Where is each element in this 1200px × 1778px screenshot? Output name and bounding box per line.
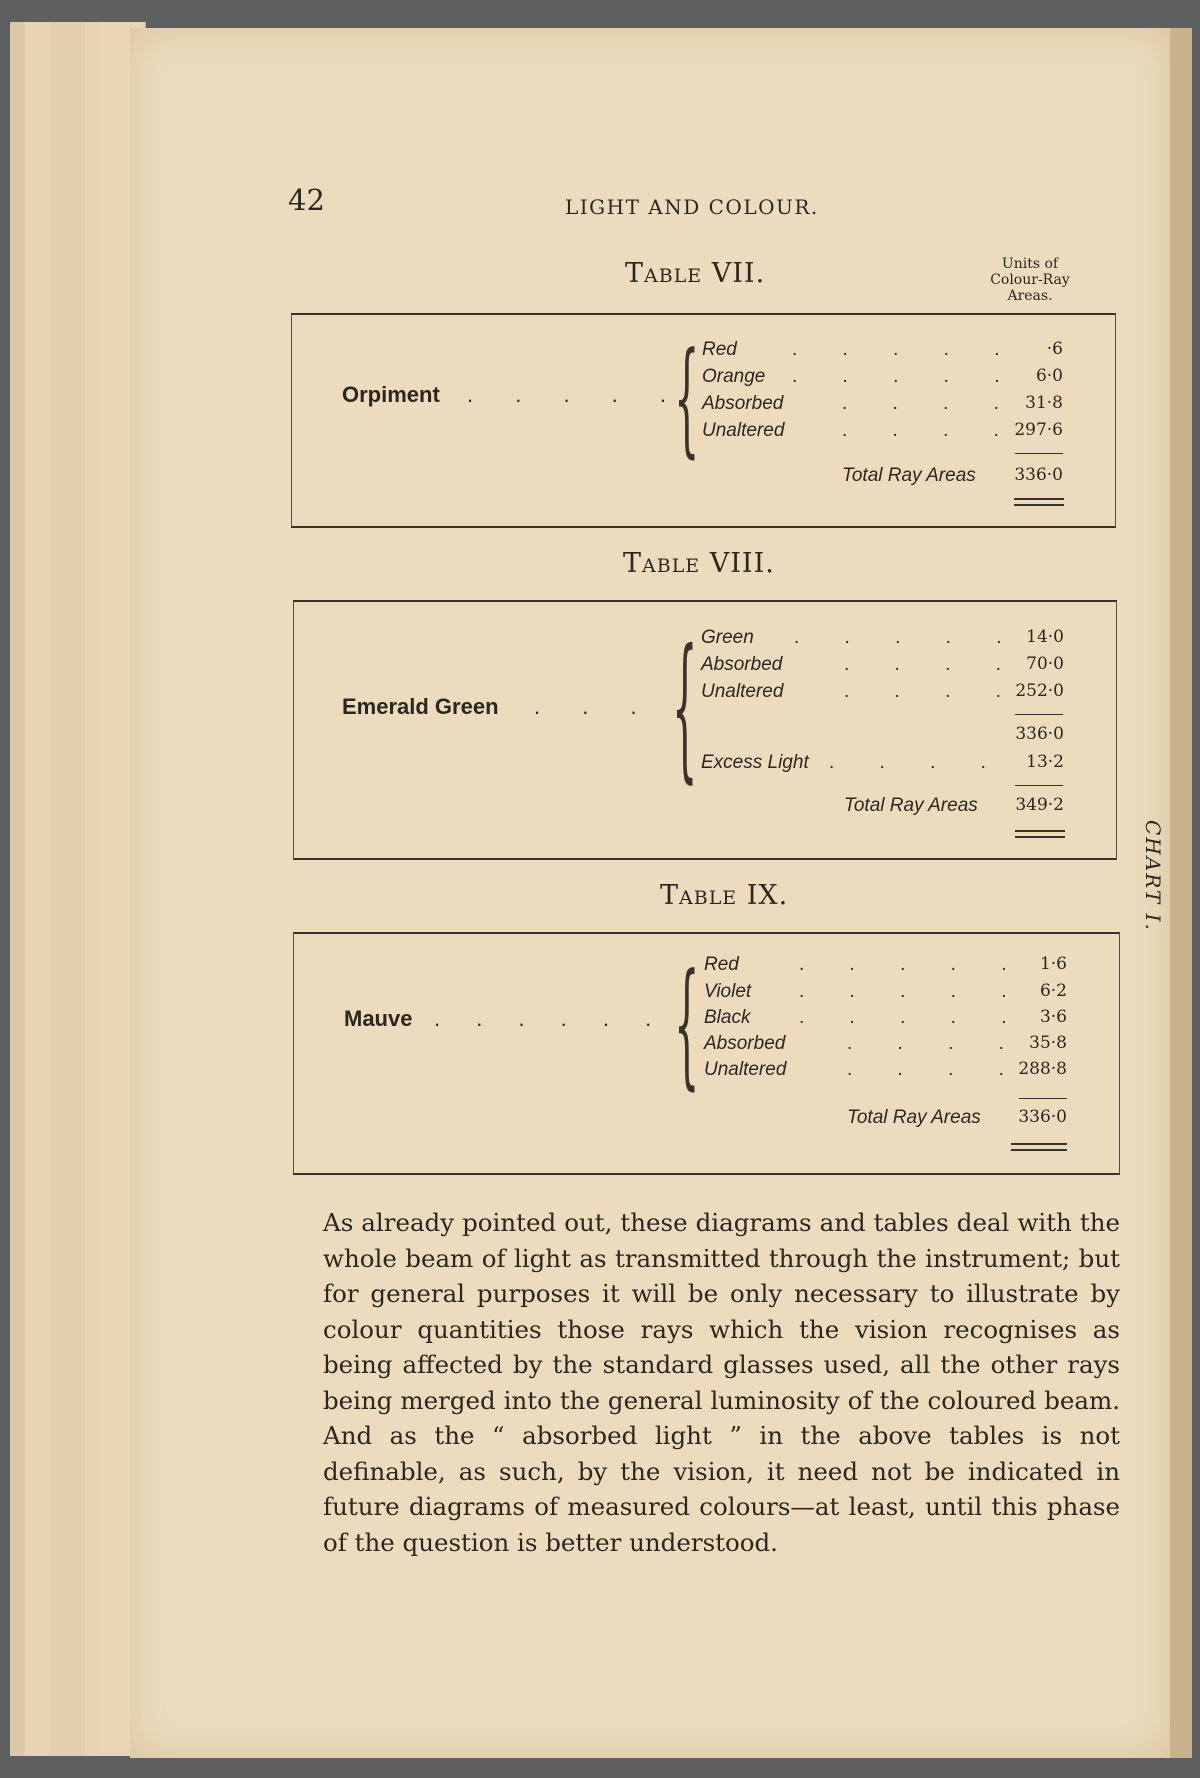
sum-rule (1019, 1098, 1067, 1099)
row-value: 288·8 (1018, 1059, 1067, 1079)
dot-leader: . . . . . (794, 627, 1002, 648)
row-value: 13·2 (1026, 752, 1064, 772)
page-number: 42 (288, 183, 325, 217)
double-rule (1014, 498, 1064, 506)
running-head: LIGHT AND COLOUR. (565, 195, 819, 219)
substance-name: Emerald Green (342, 694, 499, 719)
dot-leader: . . . . (847, 1033, 1004, 1054)
row-value: 14·0 (1026, 627, 1064, 647)
sum-rule (1015, 453, 1063, 454)
dot-leader: . . . . . . (434, 1006, 652, 1031)
dot-leader: . . . . . (467, 382, 667, 407)
table-row (292, 366, 1115, 393)
table-title: Table VII. (625, 258, 766, 289)
dot-leader: . . . . (842, 393, 999, 414)
table-row (292, 420, 1115, 447)
table-row (294, 681, 1116, 708)
dot-leader: . . . . (829, 752, 986, 773)
row-value: 6·0 (1035, 366, 1063, 386)
table-row (294, 654, 1116, 681)
table-title: Table IX. (660, 880, 789, 911)
substance-name: Mauve (344, 1006, 413, 1031)
row-value: 35·8 (1029, 1033, 1067, 1053)
dot-leader: . . . . . (799, 1007, 1007, 1028)
brace-icon: { (674, 329, 700, 472)
side-label: CHART I. (1141, 820, 1165, 932)
table-row (294, 1033, 1119, 1060)
row-label: Excess Light (701, 752, 809, 773)
table-row (294, 752, 1116, 779)
total-row (292, 465, 1115, 492)
double-rule (1011, 1143, 1067, 1151)
row-label: Unaltered (701, 681, 784, 702)
row-value: 70·0 (1026, 654, 1064, 674)
dot-leader: . . . (534, 694, 637, 719)
table-row (292, 393, 1115, 420)
row-label: Red (702, 339, 737, 360)
table-row (292, 339, 1115, 366)
table-ix (293, 932, 1120, 1175)
table-vii (291, 313, 1116, 528)
total-row (294, 1107, 1119, 1134)
row-label: Unaltered (702, 420, 785, 441)
row-value: 31·8 (1025, 393, 1063, 413)
row-label: Unaltered (704, 1059, 787, 1080)
dot-leader: . . . . (844, 654, 1001, 675)
row-label: Absorbed (702, 393, 784, 414)
table-viii (293, 600, 1117, 860)
adjacent-page-edge (1170, 28, 1192, 1758)
total-row (294, 795, 1116, 822)
row-value: 252·0 (1015, 681, 1064, 701)
total-value: 336·0 (1018, 1107, 1067, 1127)
table-row (294, 954, 1119, 981)
double-rule (1015, 830, 1065, 838)
substance-name: Orpiment (342, 382, 440, 407)
dot-leader: . . . . . (799, 954, 1007, 975)
brace-icon: { (674, 948, 700, 1105)
units-line: Colour-Ray (990, 272, 1070, 288)
total-label: Total Ray Areas (842, 465, 976, 486)
sum-rule (1015, 785, 1063, 786)
units-line: Areas. (1007, 288, 1053, 304)
row-label: Black (704, 1007, 751, 1028)
table-title: Table VIII. (623, 548, 775, 579)
table-row (294, 1059, 1119, 1086)
dot-leader: . . . . (847, 1059, 1004, 1080)
dot-leader: . . . . (844, 681, 1001, 702)
row-label: Absorbed (704, 1033, 786, 1054)
dot-leader: . . . . . (792, 366, 1000, 387)
paragraph-text: As already pointed out, these diagrams and tables deal with the whole beam of light as transmitted through the instrument; but for general purposes it will be only necessary to illustrate by colour quantities those rays which the vision recognises as being affected by the standard glasses used, all the other rays being merged into the general luminosity of the coloured beam. And as the “ absorbed light ” in the above tables is not definable, as such, by the vision, it need not be indicated in future diagrams of measured colours—at least, until this phase of the question is better understood. (323, 1208, 1120, 1557)
total-value: 336·0 (1014, 465, 1063, 485)
units-line: Units of (1001, 256, 1059, 272)
body-paragraph (323, 1205, 1120, 1560)
row-value: ·6 (1046, 339, 1063, 359)
row-label: Absorbed (701, 654, 783, 675)
total-label: Total Ray Areas (847, 1107, 981, 1128)
row-label: Violet (704, 981, 752, 1002)
dot-leader: . . . . (842, 420, 999, 441)
row-value: 297·6 (1014, 420, 1063, 440)
row-label: Red (704, 954, 739, 975)
dot-leader: . . . . . (792, 339, 1000, 360)
brace-icon: { (672, 620, 698, 800)
subtotal-row (294, 724, 1116, 751)
total-label: Total Ray Areas (844, 795, 978, 816)
sum-rule (1015, 714, 1063, 715)
table-row (294, 1007, 1119, 1034)
dot-leader: . . . . . (799, 981, 1007, 1002)
row-label: Orange (702, 366, 766, 387)
subtotal-value: 336·0 (1015, 724, 1064, 744)
row-value: 6·2 (1039, 981, 1067, 1001)
table-row (294, 981, 1119, 1008)
total-value: 349·2 (1015, 795, 1064, 815)
row-value: 3·6 (1039, 1007, 1067, 1027)
row-label: Green (701, 627, 754, 648)
row-value: 1·6 (1039, 954, 1067, 974)
units-header (975, 256, 1085, 304)
table-row (294, 627, 1116, 654)
